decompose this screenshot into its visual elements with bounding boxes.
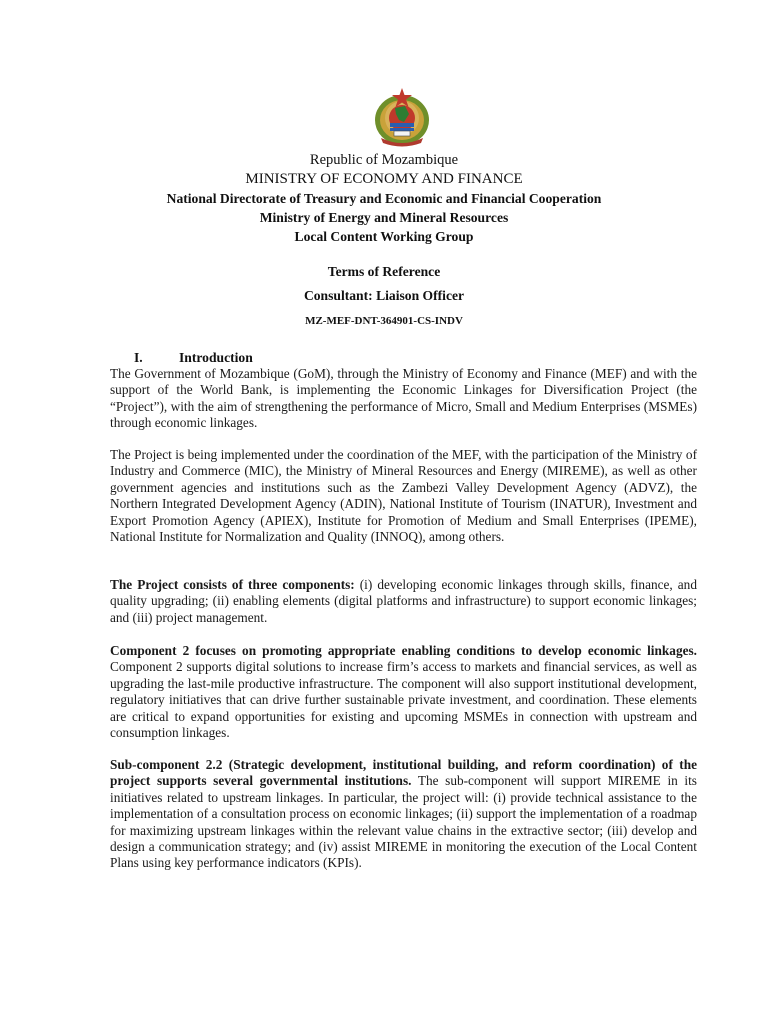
reference-number: MZ-MEF-DNT-364901-CS-INDV [305, 315, 463, 327]
ministry-energy-name: Ministry of Energy and Mineral Resources [259, 210, 509, 225]
paragraph-subcomponent [110, 757, 697, 872]
document-header [0, 151, 768, 246]
country-name: Republic of Mozambique [309, 152, 459, 168]
component-2-lead: Component 2 focuses on promoting appropriate enabling conditions to develop economic linkages. [110, 643, 697, 658]
components-lead: The Project consists of three components: [110, 577, 355, 592]
paragraph-implementation: The Project is being implemented under the coordination of the MEF, with the participation of the Ministry of Industry and Commerce (MIC), the Ministry of Mineral Resources and Energy (MIREME), as well as other government agencies and institutions such as the Zambezi Valley Development Agency (ADVZ), the Northern Integrated Development Agency (ADIN), National Institute of Tourism (INATUR), Investment and Export Promotion Agency (APIEX), Institute for Promotion of Medium and Small Enterprises (IPEME), National Institute for Normalization and Quality (INNOQ), among others. [110, 447, 697, 545]
subcomponent-text: The sub-component will support MIREME in its initiatives related to upstream linkages. In particular, the project will: (i) provide technical assistance to the implementation of a consultation process on economic linkages; (ii) support the implementation of a roadmap for maximizing upstream linkages within the relevant value chains in the extractive sector; (iii) develop and design a communication strategy; and (iv) assist MIREME in monitoring the execution of the Local Content Plans using key performance indicators (KPIs). [110, 773, 697, 871]
component-2-text: Component 2 supports digital solutions to increase firm’s access to markets and financial services, as well as upgrading the last-mile productive infrastructure. The component will also support institutional development, regulatory initiatives that can drive further sustainable private investment, and coordination. These elements are critical to expand opportunities for existing and upcoming MSMEs in connection with upstream and consumption linkages. [110, 659, 697, 741]
directorate-name: National Directorate of Treasury and Economic and Financial Cooperation [166, 191, 602, 206]
paragraph-component-2 [110, 643, 697, 741]
section-heading [134, 350, 253, 366]
document-title: Terms of Reference [327, 264, 441, 279]
section-number: I. [134, 350, 143, 365]
consultant-position: Consultant: Liaison Officer [303, 288, 465, 303]
coat-of-arms-emblem [371, 86, 433, 148]
working-group-name: Local Content Working Group [294, 229, 474, 244]
ministry-name: MINISTRY OF ECONOMY AND FINANCE [245, 171, 523, 187]
section-title: Introduction [179, 350, 253, 365]
subcomponent-lead: Sub-component 2.2 (Strategic development, institutional building, and reform coordination) of the project supports several governmental institutions. [110, 757, 697, 789]
paragraph-components [110, 577, 697, 626]
paragraph-intro: The Government of Mozambique (GoM), through the Ministry of Economy and Finance (MEF) and with the support of the World Bank, is implementing the Economic Linkages for Diversification Project (the “Project”), with the aim of strengthening the performance of Micro, Small and Medium Enterprises (MSMEs) through economic linkages. [110, 366, 697, 431]
components-text: (i) developing economic linkages through skills, finance, and quality upgrading; (ii) enabling elements (digital platforms and infrastructure) to support economic linkages; and (iii) project management. [110, 577, 697, 625]
